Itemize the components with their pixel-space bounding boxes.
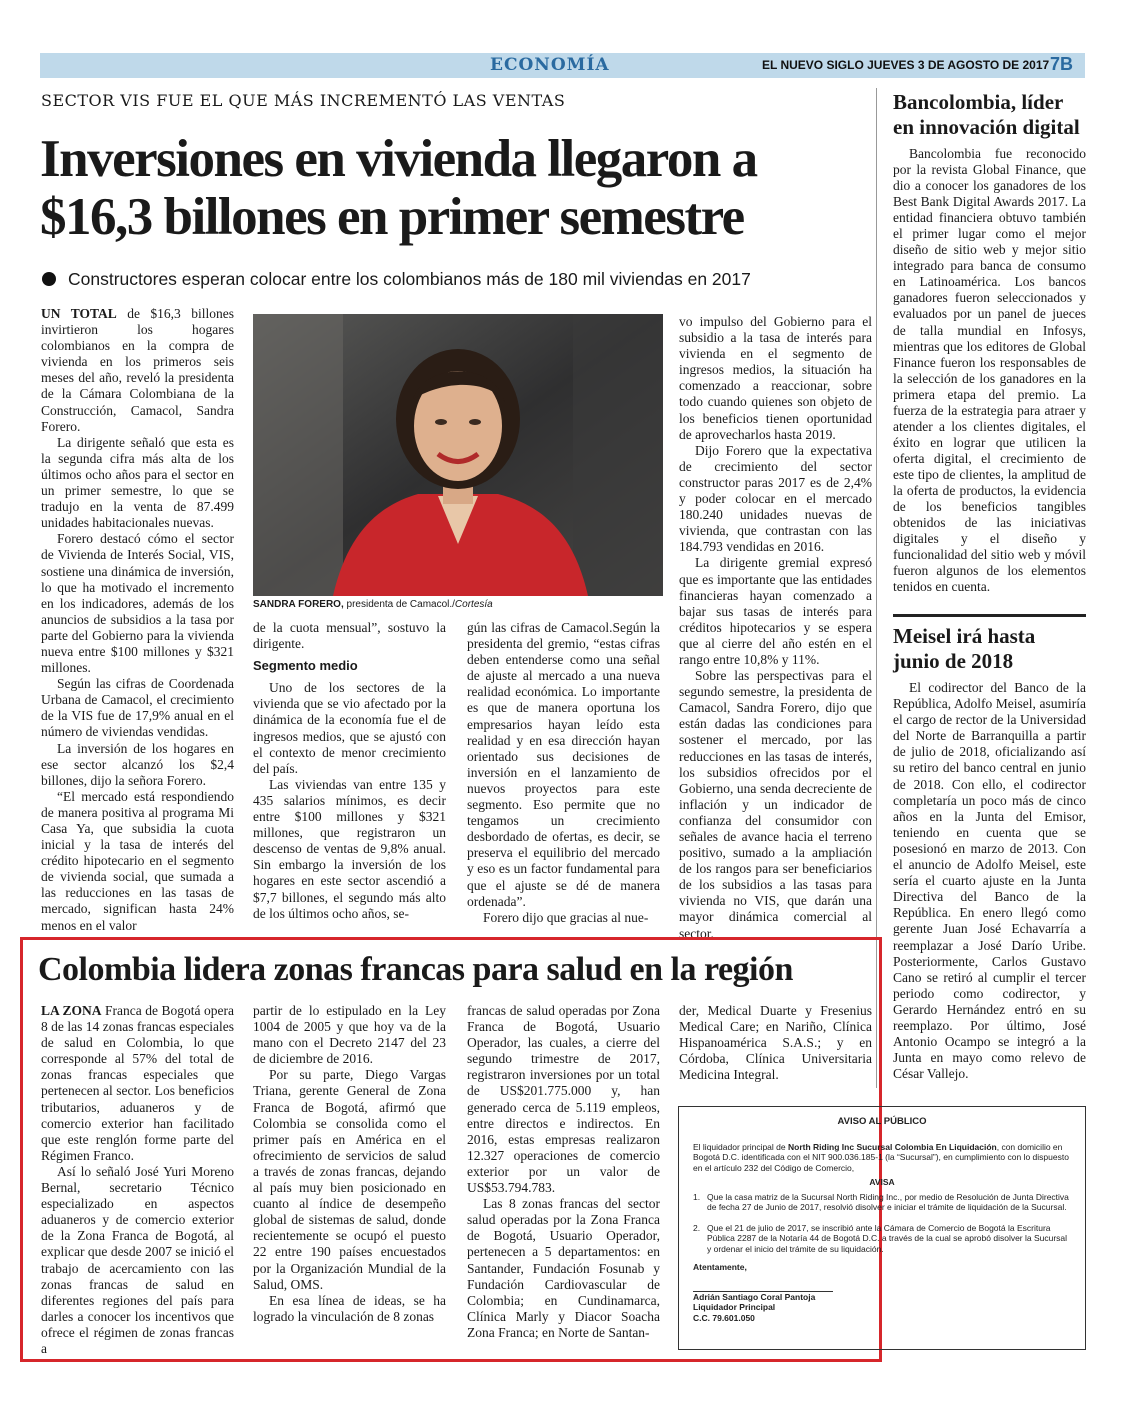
paragraph: Uno de los sectores de la vivienda que se vio afectado por la dinámica de la economía fue el de ingresos medios, que se ajustó con el contexto de menor crecimiento del país. <box>253 680 446 776</box>
notice-item <box>693 1223 1071 1255</box>
subhead-text: Constructores esperan colocar entre los colombianos más de 180 mil viviendas en 2017 <box>68 269 751 289</box>
brief-body <box>893 146 1086 595</box>
paragraph: El codirector del Banco de la República, Adolfo Meisel, asumiría el cargo de rector de la Universidad del Norte de Barranquilla a partir de julio de 2018, oficializando así su retiro del banco central en junio de 2018. Con ello, el codirector completaría un poco más de cinco años en la Junta del Emisor, teniendo en cuenta que se posesionó en marzo de 2013. Con el anuncio de Adolfo Meisel, este sería el cuarto ajuste en la Junta Directiva del Banco de la República. En enero llegó como gerente Juan José Echavarría a reemplazar a José Darío Uribe. Posteriormente, Carlos Gustavo Cano se retiró al cumplir el tercer periodo como codirector, y Gerardo Hernández entró en su reemplazo. Por último, José Antonio Ocampo se integró a la Junta en mayo como relevo de César Vallejo. <box>893 680 1086 1082</box>
article-headline <box>40 130 870 246</box>
paragraph: La dirigente gremial expresó que es importante que las entidades financieras hayan comenzado a bajar sus tasas de interés para créditos hipotecarios y se espera que al cierre del año estén en el rango entre 10,8% y 11%. <box>679 555 872 667</box>
notice-item <box>693 1192 1071 1213</box>
item-number: 2. <box>693 1222 701 1233</box>
portrait-illustration <box>253 314 663 596</box>
bullet-icon <box>42 272 56 286</box>
paragraph: Por su parte, Diego Vargas Triana, gerente General de Zona Franca de Bogotá, afirmó que Colombia se consolida como el primer país en América en el ofrecimiento de servicios de salud a través de zonas francas, dejando al país muy bien posicionado en cuanto al índice de desempeño global de sistemas de salud, donde recientemente se ocupó el puesto 22 entre 190 países encuestados por la Organización Mundial de la Salud, OMS. <box>253 1067 446 1292</box>
notice-avisa: AVISA <box>869 1177 895 1187</box>
article-kicker: SECTOR VIS FUE EL QUE MÁS INCREMENTÓ LAS VENTAS <box>41 91 566 110</box>
brief-title-line: Bancolombia, líder <box>893 90 1064 114</box>
article-subhead <box>42 269 862 290</box>
box-column-3 <box>467 1003 660 1341</box>
caption-credit: Cortesía <box>454 599 493 610</box>
box-headline: Colombia lidera zonas francas para salud en la región <box>38 951 793 988</box>
section-name: ECONOMÍA <box>490 55 610 75</box>
brief-title-line: Meisel irá hasta <box>893 624 1036 648</box>
paragraph: gún las cifras de Camacol.Según la presidenta del gremio, “estas cifras deben entenderse como una señal de ajuste al mercado a una nueva realidad económica. Lo importante es que de manera oportuna los empresarios hayan leído esta realidad y en esa dirección hayan orientado sus decisiones de inversión en el lanzamiento de nuevos proyectos para este segmento. Eso permite que no tengamos un crecimiento desbordado de ofertas, es decir, se preserva el equilibrio del mercado y eso es un factor fundamental para que el ajuste se dé de manera ordenada”. <box>467 620 660 909</box>
paragraph: Así lo señaló José Yuri Moreno Bernal, secretario Técnico especializado en aspectos aduaneros y de comercio exterior de la Zona Franca de Bogotá, al explicar que desde 2007 se inició el trabajo de acercamiento con las zonas francas de salud en diferentes regiones del país para darles a conocer los incentivos que ofrece el régimen de zonas francas a <box>41 1163 234 1356</box>
caption-text: presidenta de Camacol./ <box>343 599 455 610</box>
article-column-1 <box>41 306 234 934</box>
notice-closing: Atentamente, <box>693 1262 747 1272</box>
paragraph: Las viviendas van entre 135 y 435 salarios mínimos, es decir entre $100 millones y $321 millones, que registraron un descenso de ventas de 9,8% anual. Sin embargo la inversión de los hogares en este sector ascendió a $7,7 billones, el segundo más alto de los últimos ocho años, se- <box>253 776 446 921</box>
paragraph: Franca de Bogotá opera 8 de las 14 zonas francas especiales de salud en Colombia, lo que corresponde al 57% del total de zonas francas especiales que pertenecen al sector. Los beneficios tributarios, aduaneros y de comercio exterior han facilitado que este renglón forme parte del Régimen Franco. <box>41 1003 235 1163</box>
notice-title: AVISO AL PÚBLICO <box>837 1116 927 1127</box>
lead-in: LA ZONA <box>41 1003 102 1018</box>
notice-intro <box>693 1142 1071 1174</box>
paragraph: En esa línea de ideas, se ha logrado la vinculación de 8 zonas <box>253 1292 446 1324</box>
paragraph: francas de salud operadas por Zona Franca de Bogotá, Usuario Operador, las cuales, a cierre del segundo trimestre de 2017, registraron inversiones por un total de US$201.775.000 y, han generado cerca de 5.119 empleos, entre directos e indirectos. En 2016, estas empresas realizaron 12.327 operaciones de comercio exterior por un valor de US$53.794.783. <box>467 1003 660 1196</box>
brief-title-line: en innovación digital <box>893 115 1080 139</box>
notice-role: Liquidador Principal <box>693 1302 776 1312</box>
photo-caption <box>253 599 493 610</box>
brief-divider <box>893 614 1086 617</box>
paragraph: Según las cifras de Coordenada Urbana de Camacol, el crecimiento de la VIS fue de 17,9% anual en el número de viviendas vendidas. <box>41 676 234 740</box>
paragraph: Dijo Forero que la expectativa de crecimiento del sector constructor paras 2017 es de 2,4% y poder colocar en el mercado 180.240 unidades nuevas de vivienda, que contrastan con las 184.793 vendidas en 2016. <box>679 442 872 555</box>
notice-text: El liquidador principal de <box>693 1141 788 1152</box>
paragraph: de $16,3 billones invirtieron los hogares colombianos en la compra de vivienda en los primeros seis meses del año, reveló la presidenta de la Cámara Colombiana de la Construcción, Camacol, Sandra Forero. <box>41 306 234 434</box>
paragraph: La dirigente señaló que esta es la segunda cifra más alta de los últimos ocho años para el sector en un primer semestre, lo que se tradujo en la venta de 87.499 unidades habitacionales nuevas. <box>41 434 234 531</box>
paragraph: partir de lo estipulado en la Ley 1004 de 2005 y que hoy va de la mano con el Decreto 2147 del 23 de diciembre de 2016. <box>253 1003 446 1067</box>
paragraph: Forero dijo que gracias al nue- <box>483 909 649 925</box>
article-column-4 <box>679 314 872 942</box>
sidebar-brief-meisel <box>893 624 1086 1082</box>
page-number: 7B <box>1050 54 1074 74</box>
section-subhead: Segmento medio <box>253 658 358 674</box>
item-number: 1. <box>693 1191 701 1202</box>
notice-id: C.C. 79.601.050 <box>693 1312 755 1323</box>
paragraph: der, Medical Duarte y Fresenius Medical Care; en Nariño, Clínica Hispanoamérica S.A.S.; y en Córdoba, Clínica Universitaria Medicina Integral. <box>679 1003 872 1083</box>
notice-company: North Riding Inc Sucursal Colombia En Liquidación <box>787 1141 997 1152</box>
article-column-2 <box>253 620 446 922</box>
notice-signer: Adrián Santiago Coral Pantoja <box>693 1291 816 1302</box>
article-photo <box>253 314 663 596</box>
paragraph: Forero destacó cómo el sector de Vivienda de Interés Social, VIS, sostiene una dinámica de inversión, lo que ha motivado el incremento en los indicadores, además de los anuncios de subsidios a la tasa por parte del Gobierno para la vivienda nueva entre $100 millones y $321 millones. <box>41 531 234 676</box>
lead-in: UN TOTAL <box>41 306 117 321</box>
caption-name: SANDRA FORERO, <box>253 599 344 610</box>
item-text: Que el 21 de julio de 2017, se inscribió ante la Cámara de Comercio de Bogotá la Escritura Pública 2287 de la Notaría 44 de Bogotá D.C. a través de la cual se aprobó disolver la Sucursal y ordenar el inicio del trámite de su liquidación. <box>707 1222 1068 1254</box>
notice-body <box>679 1142 1085 1324</box>
paragraph: “El mercado está respondiendo de manera positiva al programa Mi Casa Ya, que subsidia la cuota inicial y la tasa de interés del crédito hipotecario en el segmento de vivienda social, que sumada a las reducciones en las tasas de mercado, significan hasta 24% menos en el valor <box>41 788 234 933</box>
paragraph: Bancolombia fue reconocido por la revista Global Finance, que dio a conocer los ganadores de los Best Bank Digital Awards 2017. La entidad financiera obtuvo también el primer lugar como el mejor diseño de sitio web y mejor sitio integrado para banca de consumo en Latinoamérica. Los bancos ganadores fueron seleccionados y evaluados por un panel de jueces de talla mundial en Infosys, mientras que los editores de Global Finance fueron los responsables de la selección de los ganadores en la primera etapa del premio. La fuerza de la estrategia para atraer y atender a los clientes digitales, el éxito en lograr que utilicen la oferta digital, el crecimiento de este tipo de clientes, la amplitud de la oferta de productos, la evidencia de los beneficios tangibles obtenidos de las iniciativas digitales y el diseño y funcionalidad del sitio web y móvil fueron algunos de los elementos tenidos en cuenta. <box>893 146 1086 595</box>
paragraph: Sobre las perspectivas para el segundo semestre, la presidenta de Camacol, Sandra Forero, dijo que están dadas las condiciones para sostener el mercado, por las reducciones en las tasas de interés, los subsidios ofrecidos por el Gobierno, una senda decreciente de inflación y un indicador de confianza del consumidor con señales de avance hacia el terreno positivo, sumado a la ampliación de los rangos para ser beneficiarios de los subsidios a las tasas para vivienda no VIS, que darán una mayor dinámica comercial al sector. <box>679 668 872 941</box>
brief-title <box>893 624 1086 674</box>
legal-notice <box>678 1106 1086 1350</box>
brief-title-line: junio de 2018 <box>893 649 1014 673</box>
paragraph: vo impulso del Gobierno para el subsidio a la tasa de interés para vivienda en el segmento de ingresos medios, la situación ha comenzado a reaccionar, sobre todo cuando quienes son objeto de los beneficios tienen oportunidad de aprovecharlos hasta 2019. <box>679 314 872 442</box>
box-column-4 <box>679 1003 872 1083</box>
notice-text: , con domicilio en Bogotá D.C. identificada con el NIT 900.036.185-1 (la “Sucursal”), en cumplimiento con lo dispuesto en el artículo 232 del Código de Comercio, <box>693 1141 1069 1173</box>
paragraph: Las 8 zonas francas del sector salud operadas por la Zona Franca de Bogotá, Usuario Operador, pertenecen a 5 departamentos: en Santander, Fundación Fosunab y Fundación Cardiovascular de Colombia; en Cundinamarca, Clínica Marly y Diacor Soacha Zona Franca; en Norte de Santan- <box>467 1196 660 1340</box>
box-column-2 <box>253 1003 446 1325</box>
item-text: Que la casa matriz de la Sucursal North Riding Inc., por medio de Resolución de Junta Directiva de fecha 27 de Junio de 2017, resolvió disolver e iniciar el trámite de liquidación de la Sucursal. <box>707 1191 1069 1212</box>
sidebar-brief-bancolombia <box>893 90 1086 595</box>
box-column-1 <box>41 1003 234 1357</box>
brief-body <box>893 680 1086 1082</box>
headline-line-2: $16,3 billones en primer semestre <box>40 188 744 246</box>
brief-title <box>893 90 1086 140</box>
dateline: EL NUEVO SIGLO JUEVES 3 DE AGOSTO DE 2017 <box>762 58 1050 72</box>
paragraph: La inversión de los hogares en ese sector alcanzó los $2,4 billones, dijo la señora Forero. <box>41 740 234 788</box>
paragraph: de la cuota mensual”, sostuvo la dirigente. <box>253 620 446 652</box>
headline-line-1: Inversiones en vivienda llegaron a <box>40 130 757 188</box>
article-column-3 <box>467 620 660 926</box>
